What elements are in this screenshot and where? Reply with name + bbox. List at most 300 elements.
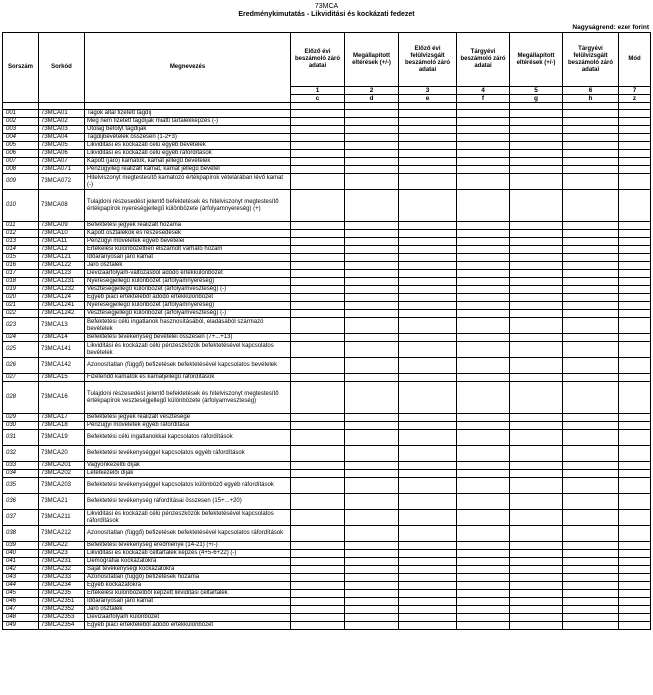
value-cell[interactable] (457, 150, 510, 158)
value-cell[interactable] (291, 470, 345, 478)
value-cell[interactable] (510, 566, 563, 574)
value-cell[interactable] (345, 494, 399, 510)
value-cell[interactable] (510, 590, 563, 598)
value-cell[interactable] (345, 606, 399, 614)
value-cell[interactable] (619, 478, 651, 494)
value-cell[interactable] (510, 382, 563, 414)
value-cell[interactable] (510, 614, 563, 622)
value-cell[interactable] (399, 598, 457, 606)
value-cell[interactable] (563, 526, 619, 542)
value-cell[interactable] (399, 526, 457, 542)
value-cell[interactable] (619, 118, 651, 126)
value-cell[interactable] (345, 590, 399, 598)
value-cell[interactable] (457, 510, 510, 526)
value-cell[interactable] (563, 254, 619, 262)
value-cell[interactable] (291, 302, 345, 310)
value-cell[interactable] (345, 302, 399, 310)
value-cell[interactable] (619, 374, 651, 382)
value-cell[interactable] (619, 142, 651, 150)
value-cell[interactable] (345, 262, 399, 270)
value-cell[interactable] (510, 510, 563, 526)
value-cell[interactable] (563, 606, 619, 614)
value-cell[interactable] (563, 110, 619, 118)
value-cell[interactable] (291, 150, 345, 158)
value-cell[interactable] (619, 190, 651, 222)
value-cell[interactable] (457, 566, 510, 574)
value-cell[interactable] (619, 310, 651, 318)
value-cell[interactable] (563, 270, 619, 278)
value-cell[interactable] (345, 374, 399, 382)
value-cell[interactable] (457, 622, 510, 630)
value-cell[interactable] (510, 134, 563, 142)
value-cell[interactable] (457, 166, 510, 174)
value-cell[interactable] (619, 286, 651, 294)
value-cell[interactable] (345, 430, 399, 446)
value-cell[interactable] (345, 470, 399, 478)
value-cell[interactable] (291, 278, 345, 286)
value-cell[interactable] (457, 542, 510, 550)
value-cell[interactable] (457, 598, 510, 606)
value-cell[interactable] (510, 334, 563, 342)
value-cell[interactable] (291, 590, 345, 598)
value-cell[interactable] (457, 118, 510, 126)
value-cell[interactable] (510, 246, 563, 254)
value-cell[interactable] (291, 558, 345, 566)
value-cell[interactable] (457, 238, 510, 246)
value-cell[interactable] (345, 166, 399, 174)
value-cell[interactable] (563, 430, 619, 446)
value-cell[interactable] (291, 542, 345, 550)
value-cell[interactable] (457, 342, 510, 358)
value-cell[interactable] (399, 254, 457, 262)
value-cell[interactable] (291, 310, 345, 318)
value-cell[interactable] (619, 342, 651, 358)
value-cell[interactable] (345, 478, 399, 494)
value-cell[interactable] (291, 262, 345, 270)
value-cell[interactable] (399, 550, 457, 558)
value-cell[interactable] (457, 446, 510, 462)
value-cell[interactable] (563, 150, 619, 158)
value-cell[interactable] (399, 510, 457, 526)
value-cell[interactable] (510, 374, 563, 382)
value-cell[interactable] (345, 598, 399, 606)
value-cell[interactable] (563, 310, 619, 318)
value-cell[interactable] (457, 246, 510, 254)
value-cell[interactable] (563, 246, 619, 254)
value-cell[interactable] (399, 294, 457, 302)
value-cell[interactable] (291, 478, 345, 494)
value-cell[interactable] (457, 302, 510, 310)
value-cell[interactable] (399, 382, 457, 414)
value-cell[interactable] (345, 142, 399, 150)
value-cell[interactable] (563, 318, 619, 334)
value-cell[interactable] (619, 566, 651, 574)
value-cell[interactable] (457, 574, 510, 582)
value-cell[interactable] (345, 270, 399, 278)
value-cell[interactable] (399, 494, 457, 510)
value-cell[interactable] (345, 566, 399, 574)
value-cell[interactable] (291, 254, 345, 262)
value-cell[interactable] (563, 582, 619, 590)
value-cell[interactable] (510, 142, 563, 150)
value-cell[interactable] (457, 310, 510, 318)
value-cell[interactable] (291, 510, 345, 526)
value-cell[interactable] (510, 166, 563, 174)
value-cell[interactable] (619, 294, 651, 302)
value-cell[interactable] (291, 334, 345, 342)
value-cell[interactable] (291, 606, 345, 614)
value-cell[interactable] (510, 318, 563, 334)
value-cell[interactable] (563, 542, 619, 550)
value-cell[interactable] (457, 334, 510, 342)
value-cell[interactable] (399, 446, 457, 462)
value-cell[interactable] (291, 358, 345, 374)
value-cell[interactable] (510, 462, 563, 470)
value-cell[interactable] (291, 270, 345, 278)
value-cell[interactable] (399, 566, 457, 574)
value-cell[interactable] (345, 286, 399, 294)
value-cell[interactable] (619, 174, 651, 190)
value-cell[interactable] (619, 278, 651, 286)
value-cell[interactable] (457, 142, 510, 150)
value-cell[interactable] (457, 606, 510, 614)
value-cell[interactable] (291, 574, 345, 582)
value-cell[interactable] (619, 358, 651, 374)
value-cell[interactable] (510, 598, 563, 606)
value-cell[interactable] (563, 238, 619, 246)
value-cell[interactable] (291, 414, 345, 422)
value-cell[interactable] (457, 110, 510, 118)
value-cell[interactable] (399, 342, 457, 358)
value-cell[interactable] (510, 158, 563, 166)
value-cell[interactable] (619, 414, 651, 422)
value-cell[interactable] (345, 582, 399, 590)
value-cell[interactable] (619, 110, 651, 118)
value-cell[interactable] (399, 126, 457, 134)
value-cell[interactable] (345, 126, 399, 134)
value-cell[interactable] (345, 254, 399, 262)
value-cell[interactable] (291, 142, 345, 150)
value-cell[interactable] (345, 318, 399, 334)
value-cell[interactable] (345, 294, 399, 302)
value-cell[interactable] (619, 462, 651, 470)
value-cell[interactable] (345, 358, 399, 374)
value-cell[interactable] (510, 230, 563, 238)
value-cell[interactable] (619, 318, 651, 334)
value-cell[interactable] (457, 126, 510, 134)
value-cell[interactable] (619, 558, 651, 566)
value-cell[interactable] (510, 622, 563, 630)
value-cell[interactable] (619, 270, 651, 278)
value-cell[interactable] (619, 158, 651, 166)
value-cell[interactable] (345, 558, 399, 566)
value-cell[interactable] (399, 374, 457, 382)
value-cell[interactable] (563, 470, 619, 478)
value-cell[interactable] (399, 606, 457, 614)
value-cell[interactable] (563, 166, 619, 174)
value-cell[interactable] (345, 334, 399, 342)
value-cell[interactable] (457, 614, 510, 622)
value-cell[interactable] (399, 318, 457, 334)
value-cell[interactable] (345, 110, 399, 118)
value-cell[interactable] (399, 222, 457, 230)
value-cell[interactable] (457, 286, 510, 294)
value-cell[interactable] (399, 334, 457, 342)
value-cell[interactable] (510, 286, 563, 294)
value-cell[interactable] (510, 606, 563, 614)
value-cell[interactable] (291, 582, 345, 590)
value-cell[interactable] (291, 158, 345, 166)
value-cell[interactable] (291, 598, 345, 606)
value-cell[interactable] (345, 614, 399, 622)
value-cell[interactable] (619, 262, 651, 270)
value-cell[interactable] (619, 526, 651, 542)
value-cell[interactable] (510, 478, 563, 494)
value-cell[interactable] (510, 414, 563, 422)
value-cell[interactable] (619, 334, 651, 342)
value-cell[interactable] (510, 470, 563, 478)
value-cell[interactable] (291, 382, 345, 414)
value-cell[interactable] (291, 126, 345, 134)
value-cell[interactable] (457, 230, 510, 238)
value-cell[interactable] (563, 462, 619, 470)
value-cell[interactable] (291, 342, 345, 358)
value-cell[interactable] (345, 574, 399, 582)
value-cell[interactable] (399, 190, 457, 222)
value-cell[interactable] (399, 470, 457, 478)
value-cell[interactable] (619, 550, 651, 558)
value-cell[interactable] (619, 222, 651, 230)
value-cell[interactable] (457, 470, 510, 478)
value-cell[interactable] (510, 526, 563, 542)
value-cell[interactable] (457, 294, 510, 302)
value-cell[interactable] (563, 286, 619, 294)
value-cell[interactable] (291, 446, 345, 462)
value-cell[interactable] (399, 302, 457, 310)
value-cell[interactable] (457, 462, 510, 470)
value-cell[interactable] (510, 558, 563, 566)
value-cell[interactable] (345, 190, 399, 222)
value-cell[interactable] (291, 190, 345, 222)
value-cell[interactable] (510, 190, 563, 222)
value-cell[interactable] (563, 374, 619, 382)
value-cell[interactable] (563, 262, 619, 270)
value-cell[interactable] (399, 462, 457, 470)
value-cell[interactable] (345, 174, 399, 190)
value-cell[interactable] (345, 622, 399, 630)
value-cell[interactable] (345, 422, 399, 430)
value-cell[interactable] (563, 550, 619, 558)
value-cell[interactable] (399, 622, 457, 630)
value-cell[interactable] (563, 622, 619, 630)
value-cell[interactable] (399, 286, 457, 294)
value-cell[interactable] (619, 126, 651, 134)
value-cell[interactable] (291, 230, 345, 238)
value-cell[interactable] (510, 270, 563, 278)
value-cell[interactable] (619, 510, 651, 526)
value-cell[interactable] (563, 558, 619, 566)
value-cell[interactable] (399, 358, 457, 374)
value-cell[interactable] (563, 510, 619, 526)
value-cell[interactable] (457, 430, 510, 446)
value-cell[interactable] (563, 174, 619, 190)
value-cell[interactable] (619, 230, 651, 238)
value-cell[interactable] (563, 278, 619, 286)
value-cell[interactable] (510, 222, 563, 230)
value-cell[interactable] (291, 118, 345, 126)
value-cell[interactable] (457, 190, 510, 222)
value-cell[interactable] (510, 294, 563, 302)
value-cell[interactable] (399, 414, 457, 422)
value-cell[interactable] (399, 110, 457, 118)
value-cell[interactable] (563, 446, 619, 462)
value-cell[interactable] (399, 422, 457, 430)
value-cell[interactable] (619, 542, 651, 550)
value-cell[interactable] (291, 550, 345, 558)
value-cell[interactable] (619, 134, 651, 142)
value-cell[interactable] (291, 110, 345, 118)
value-cell[interactable] (399, 142, 457, 150)
value-cell[interactable] (291, 614, 345, 622)
value-cell[interactable] (619, 382, 651, 414)
value-cell[interactable] (291, 526, 345, 542)
value-cell[interactable] (345, 462, 399, 470)
value-cell[interactable] (619, 238, 651, 246)
value-cell[interactable] (457, 262, 510, 270)
value-cell[interactable] (510, 358, 563, 374)
value-cell[interactable] (619, 582, 651, 590)
value-cell[interactable] (399, 614, 457, 622)
value-cell[interactable] (510, 446, 563, 462)
value-cell[interactable] (457, 590, 510, 598)
value-cell[interactable] (399, 478, 457, 494)
value-cell[interactable] (345, 118, 399, 126)
value-cell[interactable] (619, 446, 651, 462)
value-cell[interactable] (457, 278, 510, 286)
value-cell[interactable] (563, 126, 619, 134)
value-cell[interactable] (291, 566, 345, 574)
value-cell[interactable] (291, 422, 345, 430)
value-cell[interactable] (510, 550, 563, 558)
value-cell[interactable] (345, 414, 399, 422)
value-cell[interactable] (399, 590, 457, 598)
value-cell[interactable] (345, 158, 399, 166)
value-cell[interactable] (619, 430, 651, 446)
value-cell[interactable] (457, 550, 510, 558)
value-cell[interactable] (619, 470, 651, 478)
value-cell[interactable] (457, 318, 510, 334)
value-cell[interactable] (399, 118, 457, 126)
value-cell[interactable] (291, 318, 345, 334)
value-cell[interactable] (457, 174, 510, 190)
value-cell[interactable] (510, 238, 563, 246)
value-cell[interactable] (291, 174, 345, 190)
value-cell[interactable] (510, 430, 563, 446)
value-cell[interactable] (399, 270, 457, 278)
value-cell[interactable] (563, 590, 619, 598)
value-cell[interactable] (563, 494, 619, 510)
value-cell[interactable] (510, 422, 563, 430)
value-cell[interactable] (291, 462, 345, 470)
value-cell[interactable] (399, 246, 457, 254)
value-cell[interactable] (457, 582, 510, 590)
value-cell[interactable] (345, 382, 399, 414)
value-cell[interactable] (457, 158, 510, 166)
value-cell[interactable] (345, 310, 399, 318)
value-cell[interactable] (399, 574, 457, 582)
value-cell[interactable] (399, 230, 457, 238)
value-cell[interactable] (457, 414, 510, 422)
value-cell[interactable] (399, 262, 457, 270)
value-cell[interactable] (291, 238, 345, 246)
value-cell[interactable] (563, 414, 619, 422)
value-cell[interactable] (457, 558, 510, 566)
value-cell[interactable] (399, 310, 457, 318)
value-cell[interactable] (619, 590, 651, 598)
value-cell[interactable] (619, 574, 651, 582)
value-cell[interactable] (345, 230, 399, 238)
value-cell[interactable] (345, 238, 399, 246)
value-cell[interactable] (457, 270, 510, 278)
value-cell[interactable] (457, 382, 510, 414)
value-cell[interactable] (619, 598, 651, 606)
value-cell[interactable] (345, 542, 399, 550)
value-cell[interactable] (345, 446, 399, 462)
value-cell[interactable] (291, 494, 345, 510)
value-cell[interactable] (457, 422, 510, 430)
value-cell[interactable] (291, 286, 345, 294)
value-cell[interactable] (619, 622, 651, 630)
value-cell[interactable] (563, 158, 619, 166)
value-cell[interactable] (563, 422, 619, 430)
value-cell[interactable] (457, 134, 510, 142)
value-cell[interactable] (510, 254, 563, 262)
value-cell[interactable] (457, 374, 510, 382)
value-cell[interactable] (510, 494, 563, 510)
value-cell[interactable] (619, 246, 651, 254)
value-cell[interactable] (619, 606, 651, 614)
value-cell[interactable] (510, 262, 563, 270)
value-cell[interactable] (345, 150, 399, 158)
value-cell[interactable] (399, 150, 457, 158)
value-cell[interactable] (399, 174, 457, 190)
value-cell[interactable] (345, 550, 399, 558)
value-cell[interactable] (291, 374, 345, 382)
value-cell[interactable] (399, 430, 457, 446)
value-cell[interactable] (291, 246, 345, 254)
value-cell[interactable] (563, 222, 619, 230)
value-cell[interactable] (510, 110, 563, 118)
value-cell[interactable] (510, 582, 563, 590)
value-cell[interactable] (399, 166, 457, 174)
value-cell[interactable] (619, 494, 651, 510)
value-cell[interactable] (510, 342, 563, 358)
value-cell[interactable] (457, 254, 510, 262)
value-cell[interactable] (345, 526, 399, 542)
value-cell[interactable] (619, 254, 651, 262)
value-cell[interactable] (457, 526, 510, 542)
value-cell[interactable] (399, 542, 457, 550)
value-cell[interactable] (510, 574, 563, 582)
value-cell[interactable] (563, 598, 619, 606)
value-cell[interactable] (619, 614, 651, 622)
value-cell[interactable] (563, 190, 619, 222)
value-cell[interactable] (563, 614, 619, 622)
value-cell[interactable] (345, 278, 399, 286)
value-cell[interactable] (399, 558, 457, 566)
value-cell[interactable] (457, 494, 510, 510)
value-cell[interactable] (563, 342, 619, 358)
